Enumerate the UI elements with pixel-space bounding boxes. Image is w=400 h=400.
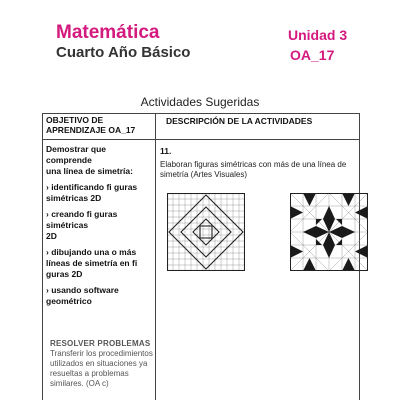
objective-line: líneas de simetría en fi (46, 258, 138, 268)
oa-label: OA_17 (290, 47, 335, 63)
objective-line: › identificando fi guras (46, 182, 138, 192)
objective-line: simétricas 2D (46, 193, 102, 203)
table-header-divider (42, 139, 360, 140)
header-subtitle: Cuarto Año Básico (56, 44, 191, 61)
symmetric-figure-grid-diamonds (167, 193, 245, 271)
resolve-problems-title: RESOLVER PROBLEMAS (50, 339, 151, 348)
objective-line: › creando fi guras simétricas (46, 209, 118, 230)
objective-header-line: OBJETIVO DE (46, 115, 104, 125)
activity-description: Elaboran figuras simétricas con más de una línea de simetría (Artes Visuales) (160, 160, 347, 179)
unit-label: Unidad 3 (288, 27, 348, 43)
objective-line: Demostrar que comprende (46, 144, 106, 165)
activities-table (42, 113, 360, 400)
objective-line: geométrico (46, 296, 92, 306)
activity-number: 11. (160, 146, 172, 156)
objective-line: › dibujando una o más (46, 247, 137, 257)
grid-lines (167, 193, 245, 271)
objective-line: una línea de simetría: (46, 166, 133, 176)
objective-line: 2D (46, 231, 57, 241)
description-header: DESCRIPCIÓN DE LA ACTIVIDADES (166, 116, 313, 126)
objective-header-line: APRENDIZAJE OA_17 (46, 125, 136, 135)
objective-list (46, 144, 154, 307)
objective-header (46, 115, 135, 135)
section-title: Actividades Sugeridas (140, 95, 260, 109)
symmetric-figure-star-pattern (290, 193, 368, 271)
table-border-left (42, 113, 43, 400)
objective-line: › usando software (46, 285, 119, 295)
table-border-top (42, 113, 360, 114)
resolve-problems-text: Transferir los procedimientos utilizados en situaciones ya resueltas a problemas similares. (OA c) (50, 349, 153, 388)
header-title: Matemática (56, 22, 160, 43)
objective-line: guras 2D (46, 269, 83, 279)
